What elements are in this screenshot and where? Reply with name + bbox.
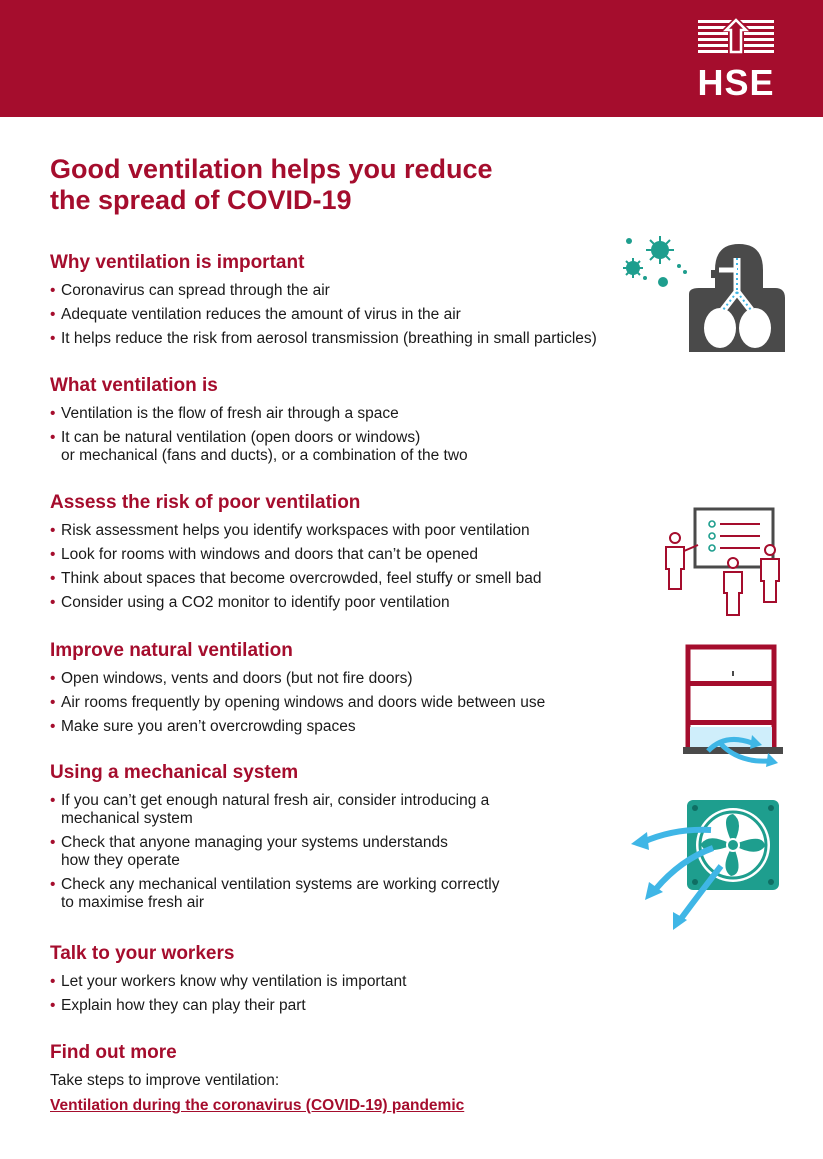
list-item-line: mechanical system	[61, 810, 193, 827]
list-item: • Open windows, vents and doors (but not fire doors)	[50, 670, 650, 688]
section-assess-risk	[50, 492, 650, 618]
section-find-out-more	[50, 1042, 650, 1115]
section-why-ventilation	[50, 252, 650, 354]
section-heading: Assess the risk of poor ventilation	[50, 492, 361, 513]
list-item: • It helps reduce the risk from aerosol transmission (breathing in small particles)	[50, 330, 650, 348]
list-item: • Consider using a CO2 monitor to identify poor ventilation	[50, 594, 650, 612]
section-heading: Improve natural ventilation	[50, 640, 293, 661]
hse-logo-mark	[690, 14, 782, 64]
list-item: • Adequate ventilation reduces the amount of virus in the air	[50, 306, 650, 324]
list-item	[50, 429, 650, 465]
list-item: • Air rooms frequently by opening windows and doors wide between use	[50, 694, 650, 712]
window-icon	[680, 643, 790, 771]
section-heading: Why ventilation is important	[50, 252, 305, 273]
presentation-board-icon	[660, 505, 785, 620]
fan-icon	[625, 798, 785, 933]
section-heading: Find out more	[50, 1042, 177, 1063]
section-heading: Using a mechanical system	[50, 762, 299, 783]
bullet-list	[50, 670, 650, 736]
bullet-list	[50, 282, 650, 348]
list-item: • Ventilation is the flow of fresh air through a space	[50, 405, 650, 423]
list-item	[50, 834, 650, 870]
hse-logo[interactable]	[690, 14, 782, 104]
list-item-line: If you can’t get enough natural fresh air, consider introducing a	[61, 792, 490, 809]
header-banner	[0, 0, 823, 117]
hse-logo-text: HSE	[697, 62, 775, 103]
section-mechanical-system	[50, 762, 650, 918]
list-item: • Let your workers know why ventilation is important	[50, 973, 650, 991]
list-item	[50, 876, 650, 912]
section-talk-to-workers	[50, 943, 650, 1021]
section-heading: Talk to your workers	[50, 943, 235, 964]
find-out-more-text: Take steps to improve ventilation:	[50, 1072, 280, 1089]
bullet-list	[50, 973, 650, 1015]
section-natural-ventilation	[50, 640, 650, 742]
list-item-line: Check that anyone managing your systems understands	[61, 834, 448, 851]
list-item	[50, 792, 650, 828]
list-item: • Risk assessment helps you identify workspaces with poor ventilation	[50, 522, 650, 540]
list-item: • Look for rooms with windows and doors that can’t be opened	[50, 546, 650, 564]
title-line-2: the spread of COVID-19	[50, 185, 352, 215]
section-heading: What ventilation is	[50, 375, 218, 396]
list-item: • Think about spaces that become overcrowded, feel stuffy or smell bad	[50, 570, 650, 588]
list-item: • Explain how they can play their part	[50, 997, 650, 1015]
bullet-list	[50, 405, 650, 465]
list-item: • Make sure you aren’t overcrowding spaces	[50, 718, 650, 736]
list-item-line: Check any mechanical ventilation systems are working correctly	[61, 876, 500, 893]
ventilation-guidance-link[interactable]: Ventilation during the coronavirus (COVID-19) pandemic	[50, 1097, 465, 1114]
list-item: • Coronavirus can spread through the air	[50, 282, 650, 300]
bullet-list	[50, 792, 650, 912]
page-title	[50, 154, 493, 216]
list-item-line: It can be natural ventilation (open doors or windows)	[61, 429, 421, 446]
list-item-line: how they operate	[61, 852, 180, 869]
virus-breathing-icon	[615, 230, 790, 358]
list-item-line: to maximise fresh air	[61, 894, 204, 911]
title-line-1: Good ventilation helps you reduce	[50, 154, 493, 184]
list-item-line: or mechanical (fans and ducts), or a combination of the two	[61, 447, 468, 464]
section-what-ventilation	[50, 375, 650, 465]
bullet-list	[50, 522, 650, 612]
